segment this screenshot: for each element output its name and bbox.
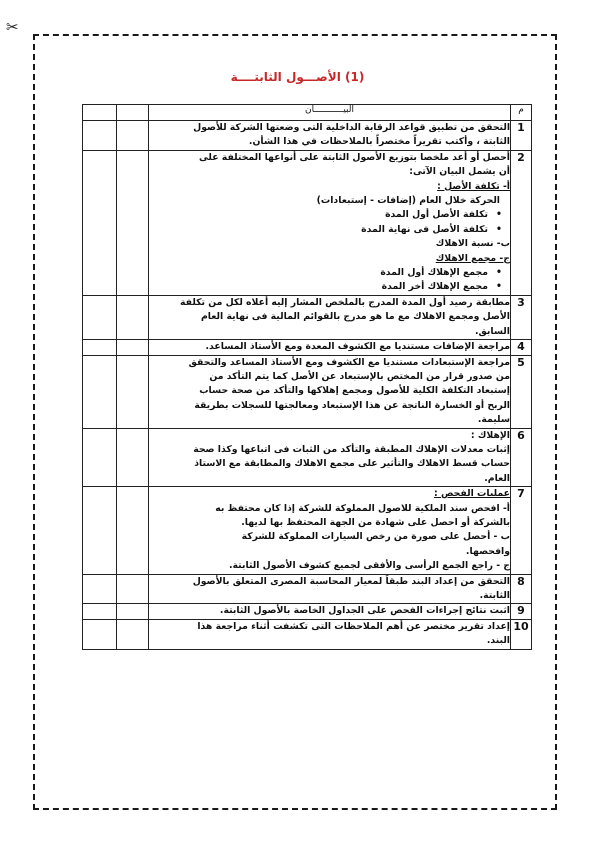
row-description — [149, 604, 511, 619]
blank-cell — [83, 428, 117, 487]
row-line: من صدور قرار من المختص بالإستبعاد عن الأصل كما يتم التأكد من — [209, 370, 510, 382]
row-line: مراجعة الإستبعادات مستنديا مع الكشوف ومع الأستاذ المساعد والتحقق — [188, 356, 510, 368]
row-number: 3 — [511, 295, 532, 339]
blank-cell — [83, 121, 117, 151]
scissors-icon: ✂ — [6, 18, 19, 36]
row-line: بالشركة أو احصل على شهادة من الجهة المحتفظ بها لديها. — [241, 516, 510, 528]
table-row — [83, 150, 532, 295]
list-item: • تكلفة الأصل فى نهاية المدة — [149, 223, 510, 237]
row-description — [149, 121, 511, 151]
blank-cell — [117, 574, 149, 604]
subsection-a-title: أ- تكلفة الأصل : — [437, 180, 510, 192]
row-number: 5 — [511, 355, 532, 428]
header-blank-2 — [83, 105, 117, 121]
blank-cell — [117, 340, 149, 355]
row-line: إستبعاد التكلفة الكلية للأصول ومجمع إهلاكها والتأكد من صحة حساب — [199, 385, 510, 397]
row-line: أ- افحص سند الملكية للاصول المملوكة للشركة إذا كان محتفظ به — [215, 502, 510, 514]
blank-cell — [83, 619, 117, 649]
blank-cell — [117, 121, 149, 151]
blank-cell — [117, 604, 149, 619]
checklist-table — [82, 104, 532, 650]
row-line: التحقق من تطبيق قواعد الرقابة الداخلية التى وضعتها الشركة للأصول — [193, 122, 510, 133]
blank-cell — [83, 150, 117, 295]
header-description: البيـــــــــــان — [149, 105, 511, 121]
row-line: وافحصها. — [465, 545, 510, 557]
row-description — [149, 150, 511, 295]
row-description — [149, 428, 511, 487]
row-line: الثابتة. — [479, 590, 510, 601]
table-row — [83, 487, 532, 574]
row-line: أحصل أو أعد ملخصا بتوزيع الأصول الثابتة على أنواعها المختلفة على — [199, 151, 510, 163]
row-heading: الإهلاك : — [470, 429, 510, 441]
page-title: (1) الأصـــول الثابتــــة — [230, 70, 365, 84]
table-row — [83, 295, 532, 339]
row-line: الثابتة ، وأكتب تقريراً مختصراً بالملاحظات في هذا الشأن. — [248, 136, 510, 148]
row-description — [149, 487, 511, 574]
header-num: م — [511, 105, 532, 121]
blank-cell — [83, 340, 117, 355]
list-item: • تكلفة الأصل أول المدة — [149, 208, 510, 222]
table-row — [83, 619, 532, 649]
blank-cell — [83, 295, 117, 339]
list-item: • مجمع الإهلاك أخر المدة — [149, 280, 510, 294]
blank-cell — [83, 487, 117, 574]
blank-cell — [117, 295, 149, 339]
row-heading: عمليات الفحص : — [434, 488, 510, 500]
row-line: ب - أحصل على صورة من رخص السيارات المملوكة للشركة — [241, 531, 510, 543]
row-line: مراجعة الإضافات مستنديا مع الكشوف المعدة ومع الأستاذ المساعد. — [205, 341, 510, 353]
list-item: • مجمع الإهلاك أول المدة — [149, 266, 510, 280]
blank-cell — [83, 355, 117, 428]
subsection-a-movement: الحركة خلال العام (إضافات - إستبعادات) — [316, 195, 500, 207]
table-header-row — [83, 105, 532, 121]
row-line: حساب قسط الاهلاك والتأثير على مجمع الاهلاك والمطابقة مع الاستاذ — [194, 458, 510, 470]
blank-cell — [117, 619, 149, 649]
row-number: 9 — [511, 604, 532, 619]
row-line: إعداد تقرير مختصر عن أهم الملاحظات التى تكشفت أثناء مراجعة هذا — [197, 620, 510, 632]
blank-cell — [117, 355, 149, 428]
row-number: 2 — [511, 150, 532, 295]
row-description — [149, 355, 511, 428]
row-number: 7 — [511, 487, 532, 574]
row-description — [149, 619, 511, 649]
table-row — [83, 428, 532, 487]
row-description — [149, 574, 511, 604]
table-row — [83, 355, 532, 428]
blank-cell — [117, 428, 149, 487]
table-row — [83, 121, 532, 151]
row-number: 4 — [511, 340, 532, 355]
row-line: مطابقة رصيد أول المدة المدرج بالملخص المشار إليه أعلاه لكل من تكلفة — [180, 296, 510, 308]
row-line: سليمة. — [477, 414, 510, 426]
subsection-c-title: ج- مجمع الاهلاك — [435, 252, 510, 264]
row-number: 8 — [511, 574, 532, 604]
row-line: الأصل ومجمع الاهلاك مع ما هو مدرج بالقوائم المالية فى نهاية العام — [200, 311, 510, 323]
row-line: إثبات معدلات الإهلاك المطبقة والتأكد من الثبات فى اتباعها وكذا صحة — [193, 443, 510, 455]
blank-cell — [83, 574, 117, 604]
row-line: العام. — [484, 472, 510, 484]
row-line: اثبت نتائج إجراءات الفحص على الجداول الخاصة بالأصول الثابتة. — [219, 605, 510, 617]
row-line: البند. — [486, 635, 510, 647]
table-row — [83, 574, 532, 604]
table-row — [83, 340, 532, 355]
row-line: الربح أو الخسارة الناتجة عن هذا الإستبعاد ومعالجتها للسجلات بطريقة — [194, 399, 510, 411]
row-line: التحقق من إعداد البند طبقاً لمعيار المحاسبة المصرى المتعلق بالأصول — [192, 575, 510, 587]
blank-cell — [117, 150, 149, 295]
row-line: ج - راجع الجمع الرأسى والأفقى لجميع كشوف الأصول الثابتة. — [229, 560, 510, 572]
row-line: السابق. — [474, 325, 510, 337]
row-description — [149, 340, 511, 355]
row-number: 10 — [511, 619, 532, 649]
row-description — [149, 295, 511, 339]
row-number: 6 — [511, 428, 532, 487]
subsection-b-title: ب- نسبة الاهلاك — [435, 238, 510, 250]
blank-cell — [83, 604, 117, 619]
table-row — [83, 604, 532, 619]
row-line: أن يشمل البيان الآتى: — [409, 166, 510, 178]
blank-cell — [117, 487, 149, 574]
header-blank-1 — [117, 105, 149, 121]
row-number: 1 — [511, 121, 532, 151]
